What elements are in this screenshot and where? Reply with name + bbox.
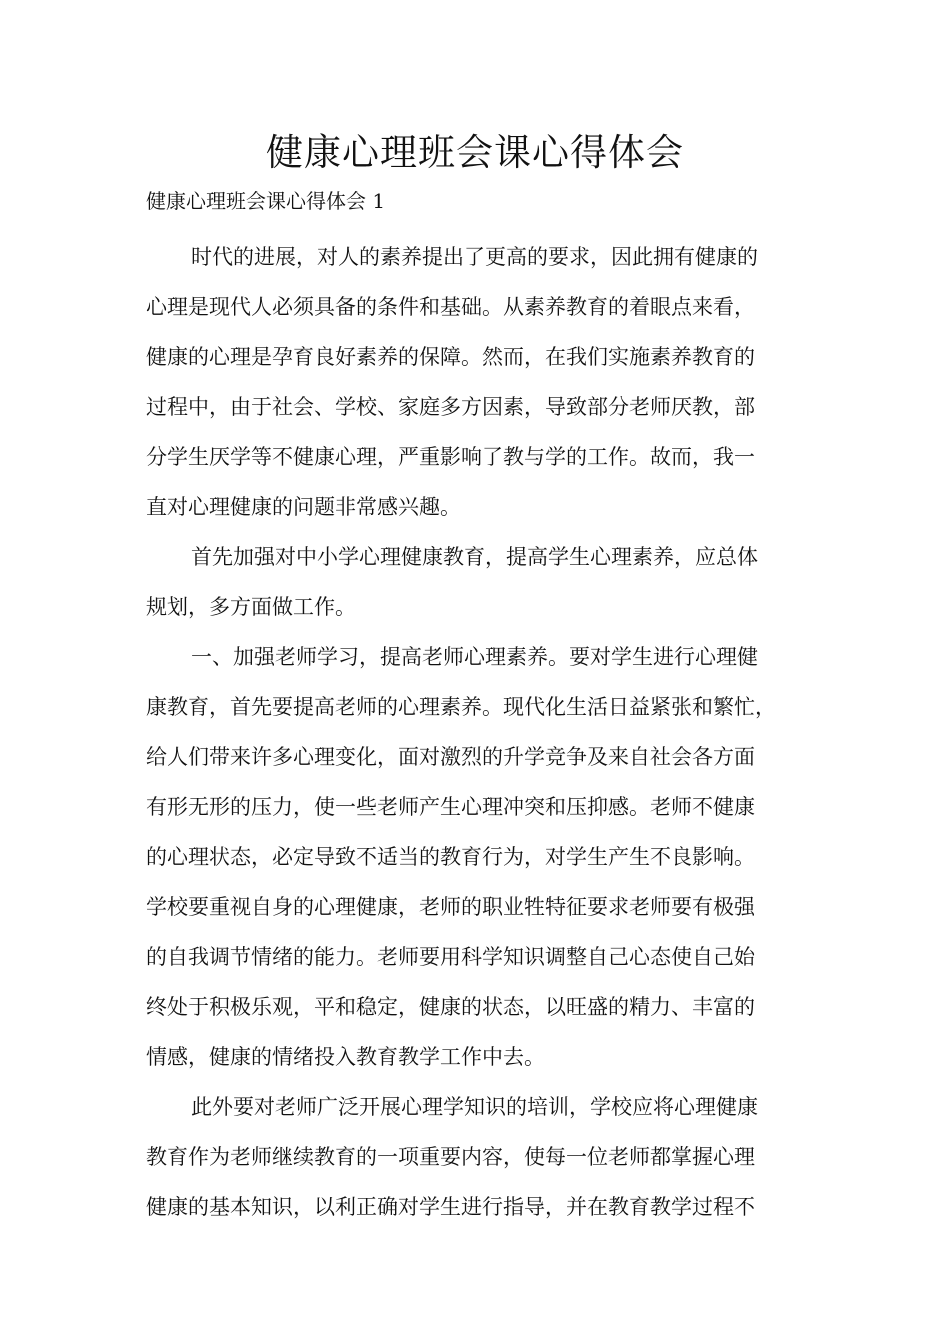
paragraph bbox=[146, 532, 806, 632]
document-body bbox=[146, 232, 806, 1232]
text-line: 终处于积极乐观，平和稳定，健康的状态，以旺盛的精力、丰富的 bbox=[146, 995, 755, 1019]
text-line: 过程中，由于社会、学校、家庭多方因素，导致部分老师厌教，部 bbox=[146, 395, 755, 419]
paragraph bbox=[146, 232, 806, 532]
text-line: 分学生厌学等不健康心理，严重影响了教与学的工作。故而，我一 bbox=[146, 445, 755, 469]
text-line: 首先加强对中小学心理健康教育，提高学生心理素养，应总体 bbox=[191, 545, 758, 569]
text-line: 学校要重视自身的心理健康，老师的职业牲特征要求老师要有极强 bbox=[146, 895, 755, 919]
text-line: 康教育，首先要提高老师的心理素养。现代化生活日益紧张和繁忙， bbox=[146, 695, 776, 719]
text-line: 健康的心理是孕育良好素养的保障。然而，在我们实施素养教育的 bbox=[146, 345, 755, 369]
text-line: 时代的进展，对人的素养提出了更高的要求，因此拥有健康的 bbox=[191, 245, 758, 269]
text-line: 给人们带来许多心理变化，面对激烈的升学竞争及来自社会各方面 bbox=[146, 745, 755, 769]
text-line: 教育作为老师继续教育的一项重要内容，使每一位老师都掌握心理 bbox=[146, 1145, 755, 1169]
text-line: 一、加强老师学习，提高老师心理素养。要对学生进行心理健 bbox=[191, 645, 758, 669]
text-line: 的心理状态，必定导致不适当的教育行为，对学生产生不良影响。 bbox=[146, 845, 755, 869]
paragraph bbox=[146, 632, 806, 1082]
text-line: 心理是现代人必须具备的条件和基础。从素养教育的着眼点来看， bbox=[146, 295, 755, 319]
page-title: 健康心理班会课心得体会 bbox=[266, 131, 684, 174]
text-line: 有形无形的压力，使一些老师产生心理冲突和压抑感。老师不健康 bbox=[146, 795, 755, 819]
text-line: 规划，多方面做工作。 bbox=[146, 595, 356, 619]
text-line: 健康的基本知识，以利正确对学生进行指导，并在教育教学过程不 bbox=[146, 1195, 755, 1219]
paragraph bbox=[146, 1082, 806, 1232]
text-line: 此外要对老师广泛开展心理学知识的培训，学校应将心理健康 bbox=[191, 1095, 758, 1119]
text-line: 直对心理健康的问题非常感兴趣。 bbox=[146, 495, 461, 519]
text-line: 的自我调节情绪的能力。老师要用科学知识调整自己心态使自己始 bbox=[146, 945, 755, 969]
text-line: 情感，健康的情绪投入教育教学工作中去。 bbox=[146, 1045, 545, 1069]
section-heading: 健康心理班会课心得体会 1 bbox=[146, 189, 386, 213]
